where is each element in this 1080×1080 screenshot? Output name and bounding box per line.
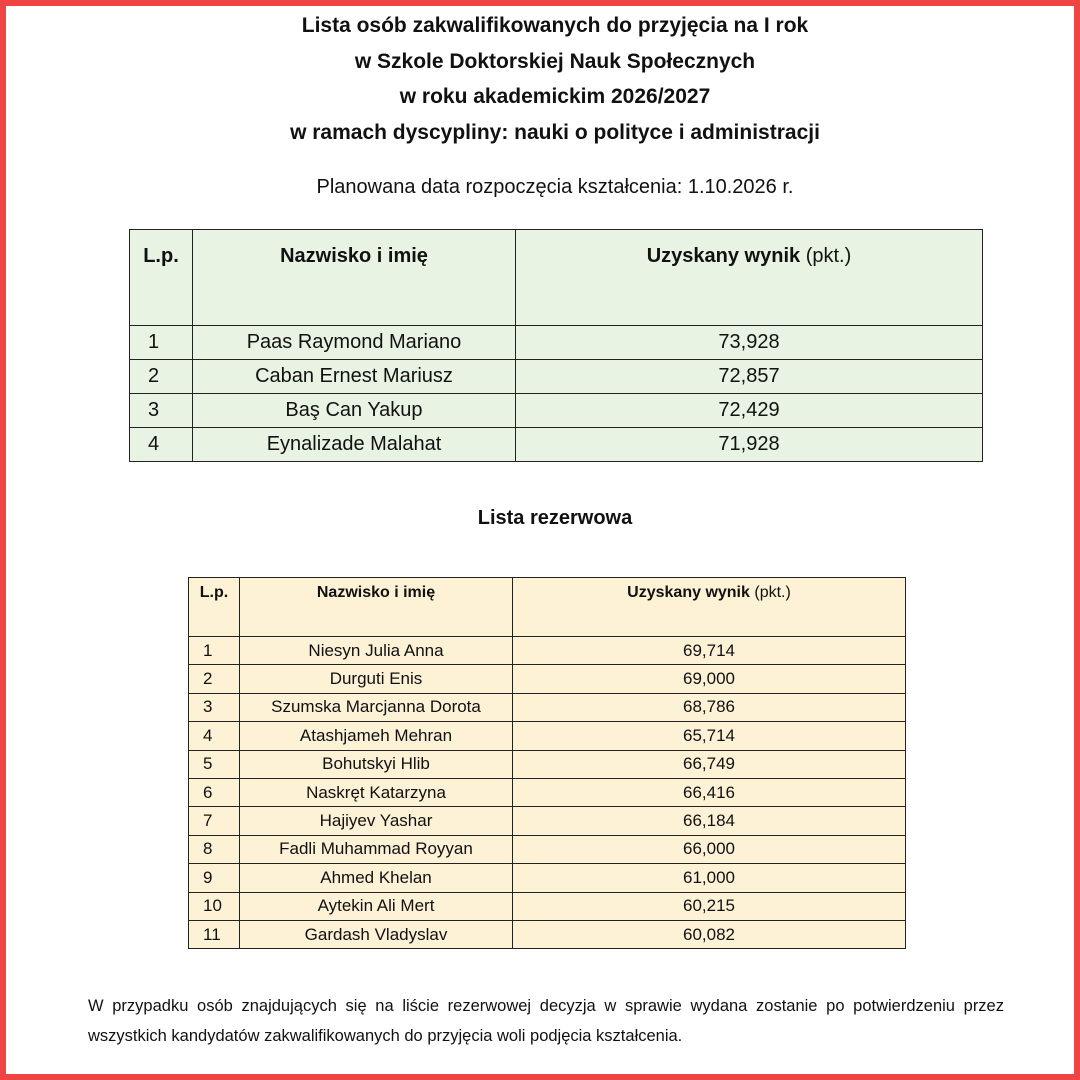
table-row xyxy=(189,864,906,892)
cell-score: 69,714 xyxy=(513,637,906,665)
header-name: Nazwisko i imię xyxy=(240,578,513,637)
cell-name: Bohutskyi Hlib xyxy=(240,750,513,778)
table-row xyxy=(130,360,983,394)
cell-lp: 4 xyxy=(189,722,240,750)
header-score-unit: (pkt.) xyxy=(754,584,791,601)
reserve-table-body xyxy=(189,637,906,949)
header-score-unit: (pkt.) xyxy=(805,245,852,267)
start-date-line: Planowana data rozpoczęcia kształcenia: 1.10.2026 r. xyxy=(316,176,794,198)
table-row xyxy=(189,722,906,750)
title-line: w ramach dyscypliny: nauki o polityce i administracji xyxy=(290,120,820,144)
table-header-row xyxy=(189,578,906,637)
cell-lp: 10 xyxy=(189,892,240,920)
cell-score: 61,000 xyxy=(513,864,906,892)
cell-lp: 2 xyxy=(130,360,193,394)
table-row xyxy=(189,778,906,806)
cell-score: 66,184 xyxy=(513,807,906,835)
table-row xyxy=(189,920,906,948)
table-row xyxy=(189,665,906,693)
cell-score: 60,215 xyxy=(513,892,906,920)
table-row xyxy=(189,892,906,920)
table-row xyxy=(189,835,906,863)
cell-name: Durguti Enis xyxy=(240,665,513,693)
cell-lp: 11 xyxy=(189,920,240,948)
cell-lp: 5 xyxy=(189,750,240,778)
cell-score: 66,749 xyxy=(513,750,906,778)
cell-score: 66,000 xyxy=(513,835,906,863)
table-row xyxy=(189,693,906,721)
table-row xyxy=(189,637,906,665)
header-score xyxy=(513,578,906,637)
header-score xyxy=(516,230,983,326)
cell-score: 66,416 xyxy=(513,778,906,806)
header-score-label: Uzyskany wynik xyxy=(646,245,801,267)
table-row xyxy=(130,428,983,462)
cell-score: 68,786 xyxy=(513,693,906,721)
title-line: Lista osób zakwalifikowanych do przyjęcia na I rok xyxy=(301,14,809,37)
cell-score: 65,714 xyxy=(513,722,906,750)
cell-name: Aytekin Ali Mert xyxy=(240,892,513,920)
cell-name: Baş Can Yakup xyxy=(193,394,516,428)
cell-name: Caban Ernest Mariusz xyxy=(193,360,516,394)
cell-name: Eynalizade Malahat xyxy=(193,428,516,462)
cell-name: Atashjameh Mehran xyxy=(240,722,513,750)
cell-lp: 4 xyxy=(130,428,193,462)
cell-lp: 8 xyxy=(189,835,240,863)
footer-note: W przypadku osób znajdujących się na liście rezerwowej decyzja w sprawie wydana zostanie po potwierdzeniu przez wszystkich kandydatów zakwalifikowanych do przyjęcia woli podjęcia kształcenia. xyxy=(88,997,1004,1045)
cell-score: 71,928 xyxy=(516,428,983,462)
cell-name: Fadli Muhammad Royyan xyxy=(240,835,513,863)
cell-name: Szumska Marcjanna Dorota xyxy=(240,693,513,721)
document-title xyxy=(0,8,1080,150)
cell-name: Gardash Vladyslav xyxy=(240,920,513,948)
table-row xyxy=(130,394,983,428)
cell-lp: 1 xyxy=(130,326,193,360)
cell-name: Paas Raymond Mariano xyxy=(193,326,516,360)
cell-lp: 2 xyxy=(189,665,240,693)
header-name: Nazwisko i imię xyxy=(193,230,516,326)
cell-lp: 3 xyxy=(189,693,240,721)
table-row xyxy=(130,326,983,360)
cell-lp: 6 xyxy=(189,778,240,806)
reserve-table xyxy=(188,577,906,949)
cell-lp: 7 xyxy=(189,807,240,835)
qualified-table xyxy=(129,229,983,462)
qualified-table-body xyxy=(130,326,983,462)
cell-score: 73,928 xyxy=(516,326,983,360)
table-row xyxy=(189,807,906,835)
header-score-label: Uzyskany wynik xyxy=(627,584,750,601)
cell-score: 60,082 xyxy=(513,920,906,948)
table-row xyxy=(189,750,906,778)
title-line: w Szkole Doktorskiej Nauk Społecznych xyxy=(354,49,756,73)
cell-score: 69,000 xyxy=(513,665,906,693)
cell-score: 72,857 xyxy=(516,360,983,394)
cell-name: Ahmed Khelan xyxy=(240,864,513,892)
cell-lp: 3 xyxy=(130,394,193,428)
table-header-row xyxy=(130,230,983,326)
title-line: w roku akademickim 2026/2027 xyxy=(399,85,711,108)
cell-score: 72,429 xyxy=(516,394,983,428)
cell-lp: 1 xyxy=(189,637,240,665)
reserve-list-title: Lista rezerwowa xyxy=(477,507,633,529)
cell-lp: 9 xyxy=(189,864,240,892)
header-lp: L.p. xyxy=(130,230,193,326)
cell-name: Hajiyev Yashar xyxy=(240,807,513,835)
cell-name: Naskręt Katarzyna xyxy=(240,778,513,806)
cell-name: Niesyn Julia Anna xyxy=(240,637,513,665)
header-lp: L.p. xyxy=(189,578,240,637)
